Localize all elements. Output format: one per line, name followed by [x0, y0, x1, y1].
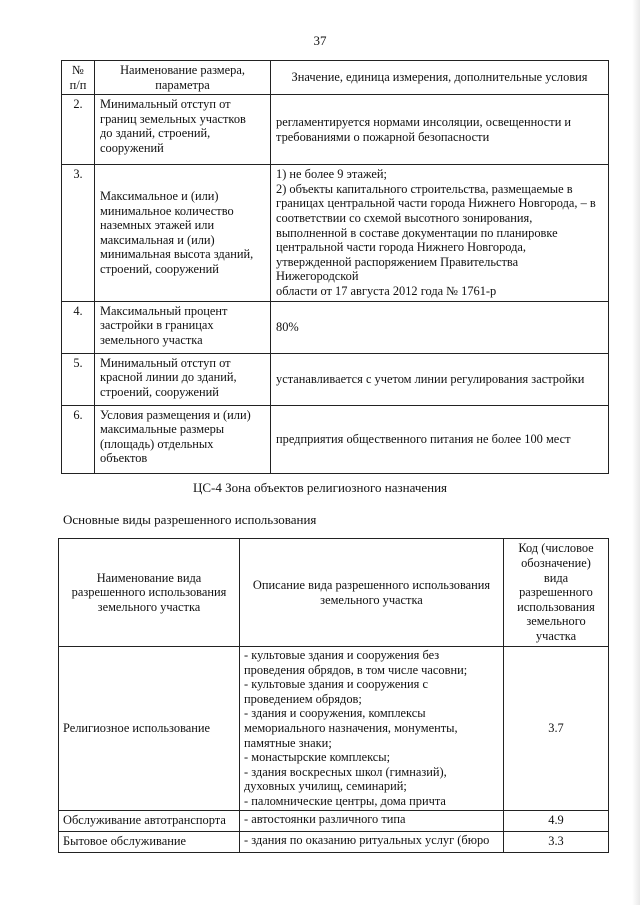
row-value-line: устанавливается с учетом линии регулирования застройки — [276, 371, 585, 386]
row-name-line: красной линии до зданий, — [100, 370, 237, 385]
header-use-code-line: разрешенного — [519, 585, 593, 600]
section-heading: Основные виды разрешенного использования — [63, 512, 317, 527]
row-value-line: 2) объекты капитального строительства, размещаемые в — [276, 181, 573, 196]
table-row — [59, 810, 609, 831]
row-name-line: строений, сооружений — [100, 384, 219, 399]
row-name-line: максимальная и (или) — [100, 232, 215, 247]
row-name-line: Максимальное и (или) — [100, 189, 219, 204]
row-name-line: строений, сооружений — [100, 262, 219, 277]
use-description-line: - автостоянки различного типа — [244, 811, 406, 826]
header-use-name — [59, 539, 240, 647]
row-name — [95, 301, 271, 353]
use-code: 3.3 — [504, 831, 609, 852]
row-value-line: утвержденной распоряжением Правительства Нижегородской — [276, 254, 519, 284]
use-description-line: проведения обрядов, в том числе часовни; — [244, 662, 468, 677]
row-name — [95, 95, 271, 165]
header-num-line: № — [72, 63, 84, 77]
row-value — [271, 95, 609, 165]
row-value — [271, 405, 609, 473]
row-name-line: Условия размещения и (или) — [100, 407, 251, 422]
row-name — [95, 353, 271, 405]
header-use-code-line: вида — [543, 570, 569, 585]
permitted-uses-table — [58, 538, 609, 853]
row-value — [271, 165, 609, 301]
row-name-line: Минимальный отступ от — [100, 355, 231, 370]
row-value-line: выполненной в составе документации по планировке — [276, 225, 558, 240]
row-num: 6. — [62, 405, 95, 473]
table-row — [62, 95, 609, 165]
use-description-line: - здания и сооружения, комплексы — [244, 706, 426, 721]
row-name-line: объектов — [100, 451, 148, 466]
header-use-code-line: использования — [517, 599, 595, 614]
use-description-line: - здания воскресных школ (гимназий), — [244, 764, 447, 779]
use-description-line: духовных училищ, семинарий; — [244, 779, 407, 794]
header-use-code-line: обозначение) — [521, 556, 591, 571]
row-name-line: Максимальный процент — [100, 303, 228, 318]
table-row — [62, 353, 609, 405]
parameters-table-header-row — [62, 61, 609, 95]
table-row — [59, 831, 609, 852]
scan-edge-shadow — [632, 0, 640, 905]
row-name-line: застройки в границах — [100, 318, 214, 333]
page-number: 37 — [313, 33, 327, 48]
header-name-line: параметра — [155, 77, 210, 92]
table-row — [59, 647, 609, 811]
row-name-line: сооружений — [100, 140, 164, 155]
use-code: 3.7 — [504, 647, 609, 811]
parameters-table — [61, 60, 609, 474]
row-name-line: минимальная высота зданий, — [100, 247, 254, 262]
row-num: 2. — [62, 95, 95, 165]
row-value-line: регламентируется нормами инсоляции, освещенности и — [276, 115, 572, 130]
row-value-line: границах центральной части города Нижнего Новгорода, – в — [276, 196, 596, 211]
header-use-code-line: участка — [535, 628, 577, 643]
row-num: 3. — [62, 165, 95, 301]
header-use-name-line: разрешенного использования — [71, 585, 227, 600]
row-value — [271, 353, 609, 405]
use-code: 4.9 — [504, 810, 609, 831]
use-name: Обслуживание автотранспорта — [59, 810, 240, 831]
use-description-line: - паломнические центры, дома причта — [244, 793, 446, 808]
use-description-line: проведением обрядов; — [244, 691, 362, 706]
row-value-line: области от 17 августа 2012 года № 1761-р — [276, 283, 497, 298]
row-name-line: Минимальный отступ от — [100, 97, 231, 112]
row-value-line: 80% — [276, 319, 299, 334]
use-description-line: памятные знаки; — [244, 735, 332, 750]
header-use-code — [504, 539, 609, 647]
use-description-line: - культовые здания и сооружения без — [244, 648, 440, 662]
use-description-line: - культовые здания и сооружения с — [244, 677, 428, 692]
row-name-line: наземных этажей или — [100, 218, 215, 233]
header-name-line: Наименование размера, — [120, 63, 245, 77]
header-use-code-line: земельного — [526, 614, 586, 629]
header-use-code-line: Код (числовое — [518, 541, 594, 556]
row-num: 5. — [62, 353, 95, 405]
row-value-line: соответствии со схемой высотного зонирования, — [276, 210, 533, 225]
header-name — [95, 61, 271, 95]
header-use-description-line: земельного участка — [320, 592, 423, 607]
use-name: Религиозное использование — [59, 647, 240, 811]
row-num: 4. — [62, 301, 95, 353]
row-name-line: земельного участка — [100, 332, 203, 347]
row-value — [271, 301, 609, 353]
row-name-line: (площадь) отдельных — [100, 436, 214, 451]
header-use-description — [240, 539, 504, 647]
row-name-line: минимальное количество — [100, 203, 234, 218]
use-description-line: - здания по оказанию ритуальных услуг (бюро — [244, 832, 490, 847]
row-name-line: максимальные размеры — [100, 422, 225, 437]
header-use-name-line: Наименование вида — [96, 570, 202, 585]
header-use-name-line: земельного участка — [97, 599, 201, 614]
header-use-description-line: Описание вида разрешенного использования — [252, 577, 491, 592]
header-num — [62, 61, 95, 95]
row-name — [95, 405, 271, 473]
row-value-line: 1) не более 9 этажей; — [276, 167, 387, 182]
table-row — [62, 165, 609, 301]
header-value: Значение, единица измерения, дополнительные условия — [271, 61, 609, 95]
header-num-line: п/п — [69, 77, 87, 92]
use-description — [240, 810, 504, 831]
use-description-line: - монастырские комплексы; — [244, 750, 391, 765]
use-description — [240, 831, 504, 852]
table-row — [62, 301, 609, 353]
table-row — [62, 405, 609, 473]
row-value-line: требованиями о пожарной безопасности — [276, 129, 490, 144]
row-value-line: центральной части города Нижнего Новгорода, — [276, 240, 527, 255]
use-description — [240, 647, 504, 811]
use-description-line: мемориального назначения, монументы, — [244, 720, 458, 735]
row-name-line: границ земельных участков — [100, 111, 246, 126]
row-name-line: до зданий, строений, — [100, 126, 211, 141]
use-name: Бытовое обслуживание — [59, 831, 240, 852]
row-value-line: предприятия общественного питания не более 100 мест — [276, 431, 571, 446]
uses-table-header-row — [59, 539, 609, 647]
row-name — [95, 165, 271, 301]
zone-title: ЦС-4 Зона объектов религиозного назначения — [192, 480, 448, 495]
